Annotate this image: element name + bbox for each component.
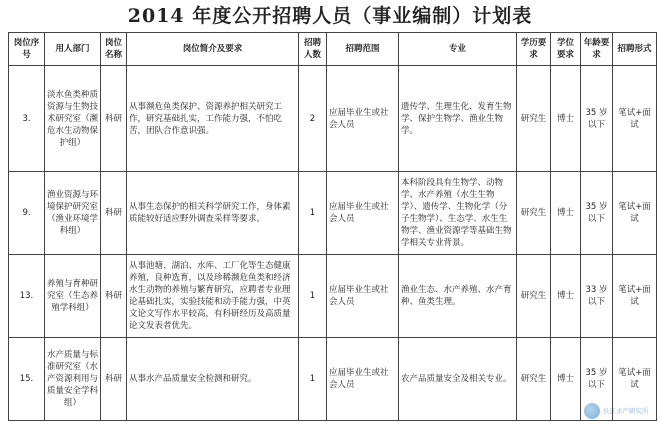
cell-major: 遗传学、生理生化、发育生物学、保护生物学、渔业生物学。 xyxy=(399,66,517,172)
cell-count: 1 xyxy=(299,338,327,421)
header-age: 年龄要求 xyxy=(581,33,613,66)
header-degree: 学位要求 xyxy=(551,33,581,66)
cell-form: 笔试+面试 xyxy=(613,66,657,172)
header-row xyxy=(9,33,657,66)
cell-unit: 水产质量与标准研究室（水产资源利用与质量安全学科组） xyxy=(45,338,101,421)
cell-edu: 研究生 xyxy=(517,172,551,255)
page-title: 2014 年度公开招聘人员（事业编制）计划表 xyxy=(127,5,533,27)
header-count: 招聘人数 xyxy=(299,33,327,66)
table-row xyxy=(9,172,657,255)
cell-pos-name: 科研 xyxy=(101,172,127,255)
cell-form: 笔试+面试 xyxy=(613,338,657,421)
cell-edu: 研究生 xyxy=(517,338,551,421)
cell-major: 渔业生态、水产养殖、水产育种、鱼类生理。 xyxy=(399,255,517,338)
cell-desc: 从事水产品质量安全检测和研究。 xyxy=(127,338,299,421)
cell-degree: 博士 xyxy=(551,338,581,421)
recruitment-table xyxy=(8,32,657,421)
cell-degree: 博士 xyxy=(551,255,581,338)
table-row xyxy=(9,66,657,172)
cell-age: 33 岁以下 xyxy=(581,255,613,338)
cell-desc: 从事池塘、湖泊、水库、工厂化等生态健康养殖，良种选育，以及珍稀濒危鱼类和经济水生动物的养殖与繁育研究，应聘者专业理论基础扎实，实验技能和动手能力强，中英文论文写作水平较高，有科研经历及高质量论文发表者优先。 xyxy=(127,255,299,338)
header-desc: 岗位简介及要求 xyxy=(127,33,299,66)
header-scope: 招聘范围 xyxy=(327,33,399,66)
cell-scope: 应届毕业生或社会人员 xyxy=(327,66,399,172)
watermark-text: 长江水产研究所 xyxy=(603,407,649,415)
cell-degree: 博士 xyxy=(551,172,581,255)
cell-major: 农产品质量安全及相关专业。 xyxy=(399,338,517,421)
header-pos-name: 岗位名称 xyxy=(101,33,127,66)
cell-pos-name: 科研 xyxy=(101,255,127,338)
cell-unit: 淡水鱼类种质资源与生物技术研究室（濒危水生动物保护组） xyxy=(45,66,101,172)
watermark-logo-icon xyxy=(584,403,600,419)
cell-pos-no: 13. xyxy=(9,255,45,338)
cell-scope: 应届毕业生或社会人员 xyxy=(327,338,399,421)
header-form: 招聘形式 xyxy=(613,33,657,66)
header-edu: 学历要求 xyxy=(517,33,551,66)
header-major: 专业 xyxy=(399,33,517,66)
cell-unit: 养殖与育种研究室（生态养殖学科组） xyxy=(45,255,101,338)
cell-pos-name: 科研 xyxy=(101,338,127,421)
cell-degree: 博士 xyxy=(551,66,581,172)
watermark xyxy=(584,402,654,420)
cell-major: 本科阶段具有生物学、动物学、水产养殖（水生生物学）、遗传学、生物化学（分子生物学）、生态学、水生生物学、渔业资源学等基础生物学相关专业背景。 xyxy=(399,172,517,255)
cell-scope: 应届毕业生或社会人员 xyxy=(327,255,399,338)
cell-pos-no: 9. xyxy=(9,172,45,255)
cell-count: 1 xyxy=(299,172,327,255)
header-unit: 用人部门 xyxy=(45,33,101,66)
cell-pos-no: 3. xyxy=(9,66,45,172)
cell-desc: 从事生态保护的相关科学研究工作，身体素质能较好适应野外调查采样等要求。 xyxy=(127,172,299,255)
cell-scope: 应届毕业生或社会人员 xyxy=(327,172,399,255)
cell-form: 笔试+面试 xyxy=(613,255,657,338)
cell-form: 笔试+面试 xyxy=(613,172,657,255)
cell-unit: 渔业资源与环境保护研究室（渔业环境学科组） xyxy=(45,172,101,255)
cell-age: 35 岁以下 xyxy=(581,66,613,172)
cell-pos-name: 科研 xyxy=(101,66,127,172)
cell-edu: 研究生 xyxy=(517,255,551,338)
table-row xyxy=(9,255,657,338)
cell-edu: 研究生 xyxy=(517,66,551,172)
cell-count: 2 xyxy=(299,66,327,172)
table-row xyxy=(9,338,657,421)
cell-age: 35 岁以下 xyxy=(581,338,613,421)
cell-pos-no: 15. xyxy=(9,338,45,421)
header-pos-no: 岗位序号 xyxy=(9,33,45,66)
cell-age: 35 岁以下 xyxy=(581,172,613,255)
cell-desc: 从事濒危鱼类保护、资源养护相关研究工作，研究基础扎实，工作能力强，不怕吃苦，团队合作意识强。 xyxy=(127,66,299,172)
cell-count: 1 xyxy=(299,255,327,338)
